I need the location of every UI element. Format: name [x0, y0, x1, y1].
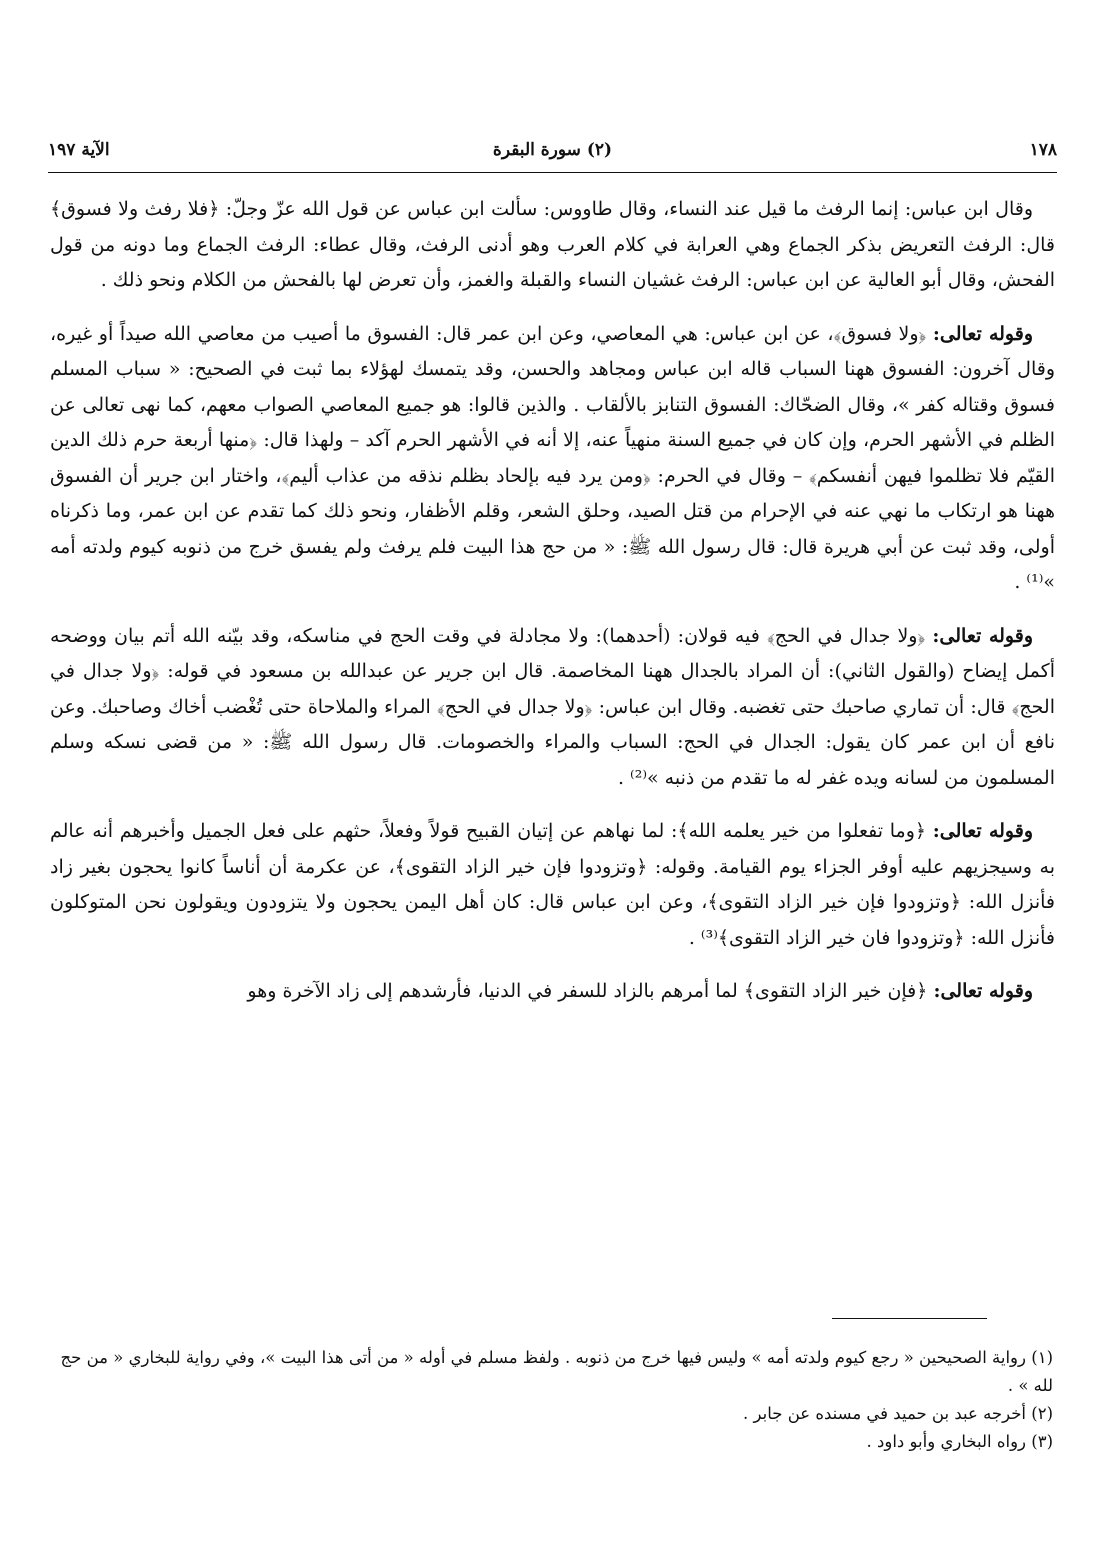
paragraph-5-text: ﴿فإن خير الزاد التقوى﴾ لما أمرهم بالزاد للسفر في الدنيا، فأرشدهم إلى زاد الآخرة وهو [247, 980, 934, 1002]
footnote-1: (١) رواية الصحيحين « رجع كيوم ولدته أمه » وليس فيها خرج من ذنوبه . ولفظ مسلم في أوله « من أتى هذا البيت »، وفي رواية للبخاري « من حج لله » . [60, 1348, 1053, 1395]
main-text [50, 192, 1055, 1028]
paragraph-2 [50, 317, 1055, 601]
page-number: ١٧٨ [1029, 140, 1057, 160]
paragraph-3 [50, 619, 1055, 797]
paragraph-3-lead: وقوله تعالى: [932, 624, 1034, 647]
footnotes [50, 1344, 1053, 1456]
verse-label: الآية ١٩٧ [48, 140, 110, 160]
paragraph-2-text: ﴿ولا فسوق﴾، عن ابن عباس: هي المعاصي، وعن ابن عمر قال: الفسوق ما أصيب من معاصي الله صيداً أو غيره، وقال آخرون: الفسوق ههنا السباب قاله ابن عباس ومجاهد والحسن، وقد يتمسك لهؤلاء بما ثبت في الصحيح: « سباب المسلم فسوق وقتاله كفر »، وقال الضحّاك: الفسوق التنابز بالألقاب . والذين قالوا: هو جميع المعاصي الصواب معهم، كما نهى تعالى عن الظلم في الأشهر الحرم، وإن كان في جميع السنة منهياً عنه، إلا أنه في الأشهر الحرم آكد – ولهذا قال: ﴿منها أربعة حرم ذلك الدين القيّم فلا تظلموا فيهن أنفسكم﴾ – وقال في الحرم: ﴿ومن يرد فيه بإلحاد بظلم نذقه من عذاب أليم﴾، واختار ابن جرير أن الفسوق ههنا هو ارتكاب ما نهي عنه في الإحرام من قتل الصيد، وحلق الشعر، وقلم الأظفار، ونحو ذلك كما تقدم عن ابن عمر، وما ذكرناه أولى، وقد ثبت عن أبي هريرة قال: قال رسول الله ﷺ: « من حج هذا البيت فلم يرفث ولم يفسق خرج من ذنوبه كيوم ولدته أمه »⁽¹⁾ . [50, 322, 1055, 593]
paragraph-4 [50, 814, 1055, 956]
paragraph-4-text: ﴿وما تفعلوا من خير يعلمه الله﴾: لما نهاهم عن إتيان القبيح قولاً وفعلاً، حثهم على فعل الجميل وأخبرهم أنه عالم به وسيجزيهم عليه أوفر الجزاء يوم القيامة. وقوله: ﴿وتزودوا فإن خير الزاد التقوى﴾، عن عكرمة أن أناساً كانوا يحجون بغير زاد فأنزل الله: ﴿وتزودوا فإن خير الزاد التقوى﴾، وعن ابن عباس قال: كان أهل اليمن يحجون ولا يتزودون ويقولون نحن المتوكلون فأنزل الله: ﴿وتزودوا فان خير الزاد التقوى﴾⁽³⁾ . [50, 820, 1055, 949]
running-header [48, 140, 1057, 170]
paragraph-5-lead: وقوله تعالى: [933, 980, 1033, 1002]
paragraph-1 [50, 192, 1055, 299]
footnote-2: (٢) أخرجه عبد بن حميد في مسنده عن جابر . [743, 1404, 1053, 1423]
header-rule [48, 172, 1057, 173]
surah-title: (٢) سورة البقرة [492, 140, 613, 160]
footnote-3: (٣) رواه البخاري وأبو داود . [866, 1432, 1053, 1451]
paragraph-1-text: وقال ابن عباس: إنما الرفث ما قيل عند النساء، وقال طاووس: سألت ابن عباس عن قول الله عزّ وجلّ: ﴿فلا رفث ولا فسوق﴾ قال: الرفث التعريض بذكر الجماع وهي العرابة في كلام العرب وهو أدنى الرفث، وقال عطاء: الرفث الجماع وما دونه من قول الفحش، وقال أبو العالية عن ابن عباس: الرفث غشيان النساء والقبلة والغمز، وأن تعرض لها بالفحش من الكلام ونحو ذلك . [50, 198, 1055, 291]
paragraph-4-lead: وقوله تعالى: [932, 820, 1034, 842]
paragraph-2-lead: وقوله تعالى: [932, 322, 1033, 345]
paragraph-5 [50, 974, 1055, 1010]
paragraph-3-text: ﴿ولا جدال في الحج﴾ فيه قولان: (أحدهما): ولا مجادلة في وقت الحج في مناسكه، وقد بيّنه الله أتم بيان ووضحه أكمل إيضاح (والقول الثاني): أن المراد بالجدال ههنا المخاصمة. قال ابن جرير عن عبدالله بن مسعود في قوله: ﴿ولا جدال في الحج﴾ قال: أن تماري صاحبك حتى تغضبه. وقال ابن عباس: ﴿ولا جدال في الحج﴾ المراء والملاحاة حتى تُغْضب أخاك وصاحبك. وعن نافع أن ابن عمر كان يقول: الجدال في الحج: السباب والمراء والخصومات. قال رسول الله ﷺ: « من قضى نسكه وسلم المسلمون من لسانه ويده غفر له ما تقدم من ذنبه »⁽²⁾ . [50, 624, 1055, 789]
footnote-rule [832, 1318, 987, 1319]
